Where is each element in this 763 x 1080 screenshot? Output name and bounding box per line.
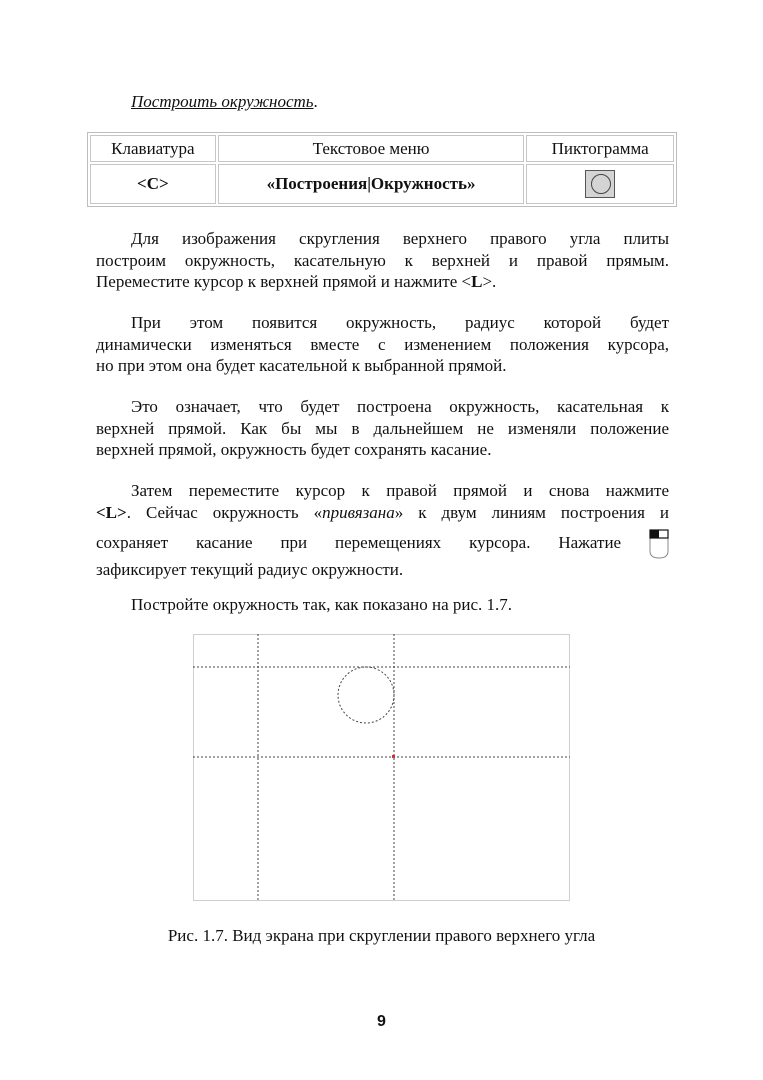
p2-line3: но при этом она будет касательной к выбранной прямой. xyxy=(96,356,507,375)
p5-text: Постройте окружность так, как показано на рис. 1.7. xyxy=(131,595,513,614)
table-row xyxy=(90,164,674,204)
header-text-menu: Текстовое меню xyxy=(218,135,525,162)
section-heading xyxy=(131,92,318,112)
p1-line3-end: >. xyxy=(482,272,497,291)
cell-menu: «Построения|Окружность» xyxy=(218,164,525,204)
p4-key: <L> xyxy=(96,502,127,522)
cell-key: <C> xyxy=(90,164,216,204)
cell-icon xyxy=(526,164,674,204)
figure-caption: Рис. 1.7. Вид экрана при скруглении правого верхнего угла xyxy=(167,926,596,945)
circle-icon[interactable] xyxy=(585,170,615,198)
paragraph-5 xyxy=(96,594,669,616)
figure-frame xyxy=(194,635,570,901)
header-keyboard: Клавиатура xyxy=(90,135,216,162)
paragraph-4: Затем переместите курсор к правой прямой и снова нажмите <L>. Сейчас окружность «привязана» к двум линиям построения и сохраняет касание при перемещениях курсора. Нажатие зафиксирует текущий радиус окружности. xyxy=(96,481,669,579)
p3-line1: Это означает, что будет построена окружность, касательная к xyxy=(131,397,669,416)
paragraph-3 xyxy=(96,396,669,461)
paragraph-2 xyxy=(96,312,669,377)
paragraph-1 xyxy=(96,228,669,293)
figure-1-7 xyxy=(193,634,570,901)
p3-line3: верхней прямой, окружность будет сохранять касание. xyxy=(96,440,492,459)
heading-punct: . xyxy=(313,92,318,111)
command-table xyxy=(87,132,677,207)
p1-line1: Для изображения скругления верхнего правого угла плиты xyxy=(131,229,669,248)
heading-link[interactable]: Построить окружность xyxy=(131,92,314,111)
page-number: 9 xyxy=(377,1013,386,1030)
p1-line2: построим окружность, касательную к верхней и правой прямым. xyxy=(96,250,669,270)
p1-line3: Переместите курсор к верхней прямой и нажмите < xyxy=(96,272,472,291)
p4-line1: Затем переместите курсор к правой прямой и снова нажмите xyxy=(131,481,669,500)
p4-line4: зафиксирует текущий радиус окружности. xyxy=(96,560,404,579)
p4-line3: сохраняет касание при перемещениях курсора. Нажатие xyxy=(96,532,622,552)
p4-italic: привязана xyxy=(322,502,395,522)
intersection-marker xyxy=(392,755,395,758)
p3-line2: верхней прямой. Как бы мы в дальнейшем не изменяли положение xyxy=(96,418,669,438)
table-header-row xyxy=(90,135,674,162)
header-pictogram: Пиктограмма xyxy=(526,135,674,162)
left-mouse-button-icon xyxy=(649,529,669,559)
p1-key: L xyxy=(471,272,483,291)
p2-line1: При этом появится окружность, радиус которой будет xyxy=(131,313,669,332)
p2-line2: динамически изменяться вместе с изменением положения курсора, xyxy=(96,334,669,354)
